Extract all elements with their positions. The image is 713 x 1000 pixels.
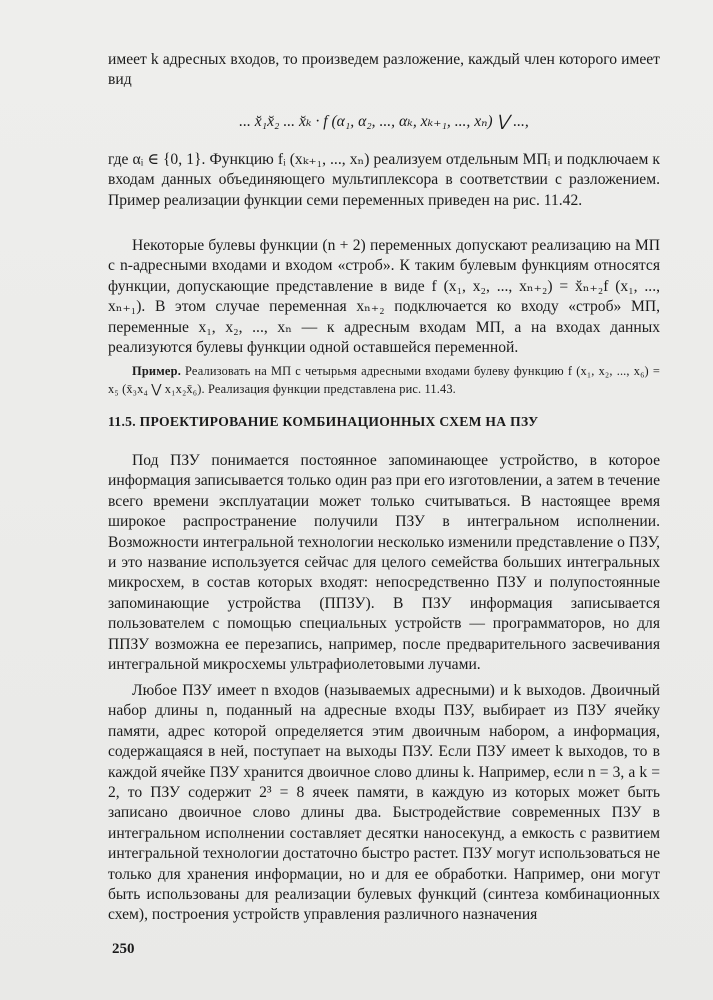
rom-paragraph-2	[108, 681, 660, 926]
rom-paragraph-1-text: Под ПЗУ понимается постоянное запоминающее устройство, в которое информация записывается только один раз при его изготовлении, а затем в течение всего времени эксплуатации может только считываться. В настоящее время широкое распространение получили ПЗУ в интегральном исполнении. Возможности интегральной технологии несколько изменили представление о ПЗУ, и это название используется сейчас для целого семейства больших интегральных микросхем, в состав которых входят: непосредственно ПЗУ и полупостоянные запоминающие устройства (ППЗУ). В ПЗУ информация записывается пользователем с помощью специальных устройств — программаторов, но для ППЗУ возможна ее перезапись, например, после предварительного засвечивания интегральной микросхемы ультрафиолетовыми лучами.	[108, 452, 660, 674]
intro-paragraph	[108, 50, 660, 91]
section-heading: 11.5. ПРОЕКТИРОВАНИЕ КОМБИНАЦИОННЫХ СХЕМ НА ПЗУ	[108, 414, 539, 429]
example-text: Реализовать на МП с четырьмя адресными входами булеву функцию f (x₁, x₂, ..., x₆) = x₅ (x̄₃x₄ ⋁ x₁x₂x̄₆). Реализация функции представлена рис. 11.43.	[108, 364, 660, 396]
page-number: 250	[112, 941, 135, 957]
strobe-paragraph	[108, 236, 660, 358]
expansion-formula: ... x̆₁x̆₂ ... x̆ₖ · f (α₁, α₂, ..., αₖ, xₖ₊₁, ..., xₙ) ⋁ ...,	[239, 113, 529, 130]
example-block	[108, 362, 660, 398]
intro-paragraph-text: имеет k адресных входов, то произведем разложение, каждый член которого имеет вид	[108, 51, 660, 89]
rom-paragraph-2-text: Любое ПЗУ имеет n входов (называемых адресными) и k выходов. Двоичный набор длины n, поданный на адресные входы ПЗУ, выбирает из ПЗУ ячейку памяти, адрес которой определяется этим двоичным набором, а информация, содержащаяся в ней, поступает на выходы ПЗУ. Если ПЗУ имеет k выходов, то в каждой ячейке ПЗУ хранится двоичное слово длины k. Например, если n = 3, а k = 2, то ПЗУ содержит 2³ = 8 ячеек памяти, в каждую из которых может быть записано двоичное слово длины два. Быстродействие современных ПЗУ в интегральном исполнении составляет десятки наносекунд, а емкость с развитием интегральной технологии достаточно быстро растет. ПЗУ могут использоваться не только для хранения информации, но и для ее обработки. Например, они могут быть использованы для реализации булевых функций (синтеза комбинационных схем), построения устройств управления различного назначения	[108, 682, 660, 924]
example-lead: Пример.	[132, 364, 181, 378]
definition-paragraph-text: где αᵢ ∈ {0, 1}. Функцию fᵢ (xₖ₊₁, ..., xₙ) реализуем отдельным МПᵢ и подключаем к входам данных объединяющего мультиплексора в соответствии с разложением. Пример реализации функции семи переменных приведен на рис. 11.42.	[108, 151, 660, 209]
definition-paragraph	[108, 150, 660, 211]
rom-paragraph-1	[108, 451, 660, 675]
strobe-paragraph-text: Некоторые булевы функции (n + 2) переменных допускают реализацию на МП с n-адресными входами и входом «строб». К таким булевым функциям относятся функции, допускающие представление в виде f (x₁, x₂, ..., xₙ₊₂) = x̆ₙ₊₂f (x₁, ..., xₙ₊₁). В этом случае переменная xₙ₊₂ подключается ко входу «строб» МП, переменные x₁, x₂, ..., xₙ — к адресным входам МП, а на входах данных реализуются булевы функции одной оставшейся переменной.	[108, 237, 660, 357]
